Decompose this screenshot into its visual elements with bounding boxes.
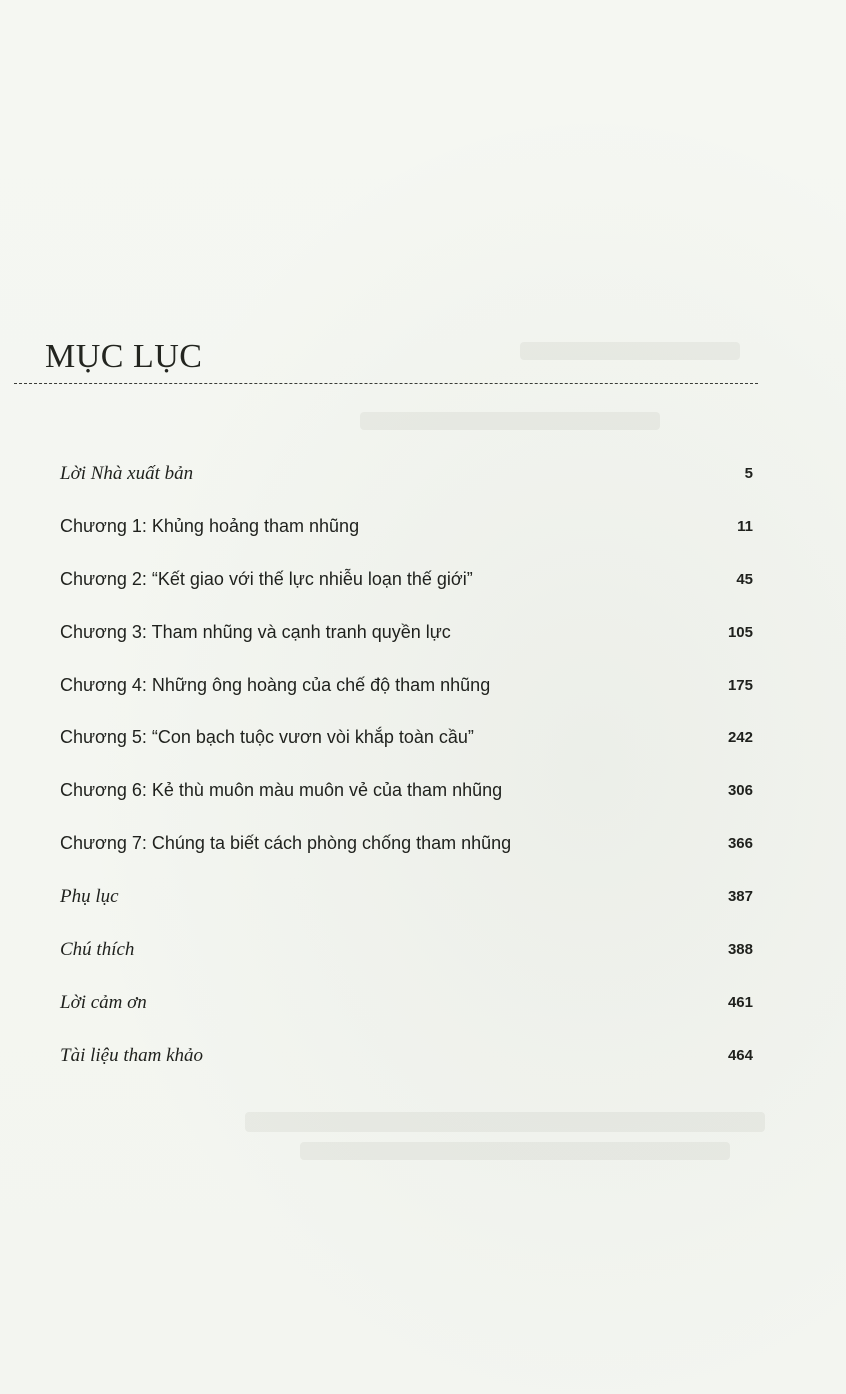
toc-row[interactable]: [60, 714, 753, 767]
toc-page-number: 388: [727, 941, 753, 959]
dashed-divider: [14, 383, 758, 384]
toc-entry-title: Chương 1: Khủng hoảng tham nhũng: [60, 515, 360, 536]
toc-row[interactable]: [60, 820, 753, 873]
toc-page-number: 366: [727, 835, 753, 853]
bleed-through-shadow: [300, 1142, 730, 1160]
toc-page-number: 242: [727, 729, 753, 747]
toc-page-number: 105: [727, 623, 753, 641]
toc-page-number: 5: [744, 465, 753, 482]
toc-entry-title: Lời cảm ơn: [60, 991, 147, 1013]
toc-page-number: 306: [727, 782, 753, 800]
toc-entry-title: Chương 7: Chúng ta biết cách phòng chống tham nhũng: [60, 833, 512, 854]
toc-row[interactable]: [60, 662, 753, 715]
toc-entry-title: Chương 6: Kẻ thù muôn màu muôn vẻ của tham nhũng: [60, 780, 503, 801]
bleed-through-shadow: [360, 412, 660, 430]
toc-page-number: 461: [727, 993, 753, 1011]
toc-page-number: 11: [737, 517, 753, 535]
toc-page-number: 464: [727, 1046, 753, 1064]
toc-entry-title: Lời Nhà xuất bản: [60, 463, 194, 484]
toc-row[interactable]: [60, 503, 753, 556]
toc-row[interactable]: [60, 450, 753, 503]
toc-entry-title: Chương 5: “Con bạch tuộc vươn vòi khắp toàn cầu”: [60, 727, 474, 748]
toc-entry-title: Chú thích: [60, 939, 135, 961]
toc-row[interactable]: [60, 556, 753, 609]
page-title: MỤC LỤC: [45, 338, 203, 375]
toc-row[interactable]: [60, 926, 753, 979]
toc-entry-title: Phụ lục: [60, 886, 119, 908]
toc-row[interactable]: [60, 873, 753, 926]
toc-entry-title: Chương 3: Tham nhũng và cạnh tranh quyền lực: [60, 621, 451, 642]
toc-row[interactable]: [60, 767, 753, 820]
toc-page-number: 175: [727, 676, 753, 694]
toc-entry-title: Chương 2: “Kết giao với thế lực nhiễu loạn thế giới”: [60, 568, 473, 589]
toc-page-number: 387: [727, 888, 753, 906]
bleed-through-shadow: [520, 342, 740, 360]
toc-page-number: 45: [736, 570, 753, 588]
toc-entry-title: Tài liệu tham khảo: [60, 1044, 204, 1066]
table-of-contents: [60, 450, 753, 1085]
toc-row[interactable]: [60, 609, 753, 662]
toc-entry-title: Chương 4: Những ông hoàng của chế độ tham nhũng: [60, 674, 491, 695]
toc-row[interactable]: [60, 979, 753, 1032]
toc-row[interactable]: [60, 1032, 753, 1085]
bleed-through-shadow: [245, 1112, 765, 1132]
